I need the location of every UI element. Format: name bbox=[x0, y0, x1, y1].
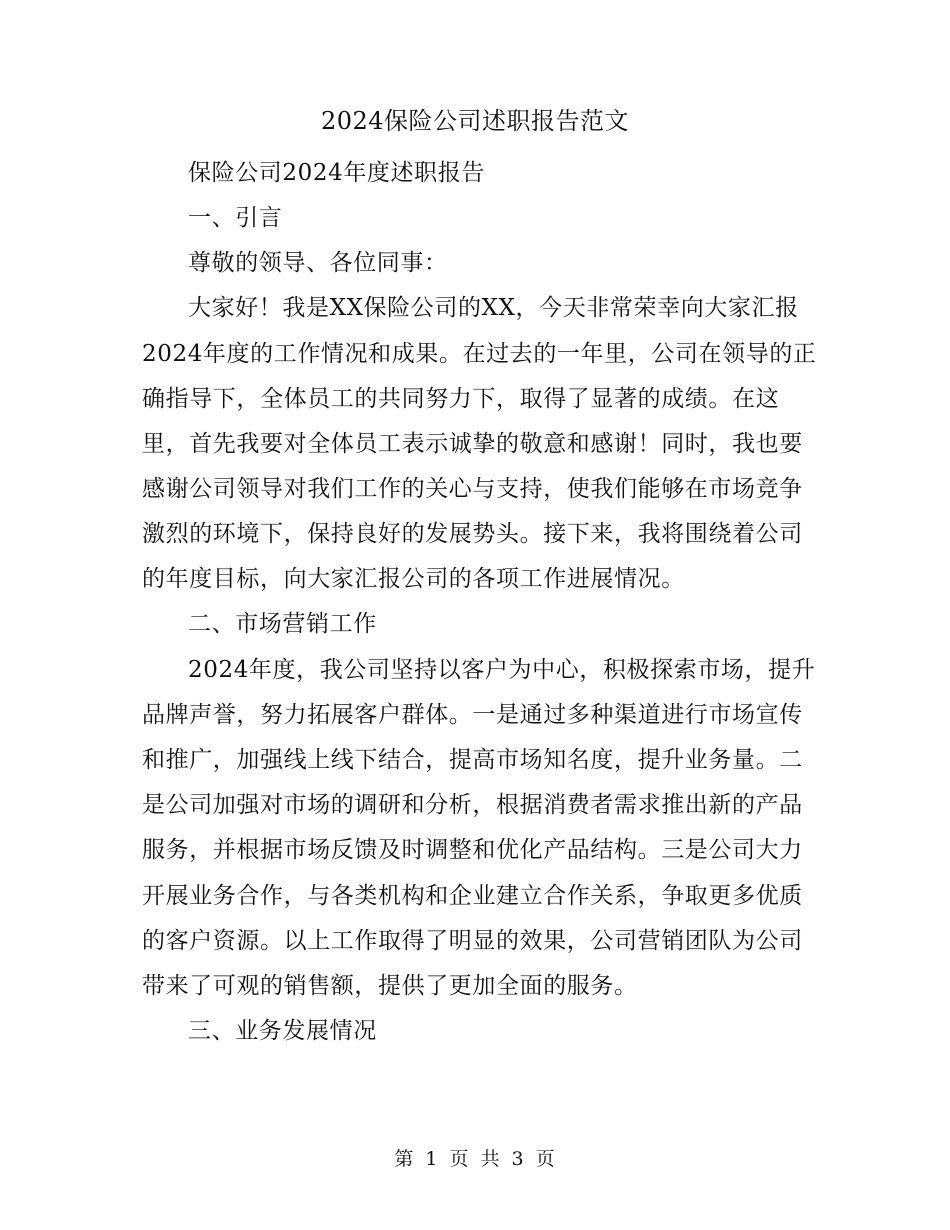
paragraph-line: 是公司加强对市场的调研和分析，根据消费者需求推出新的产品 bbox=[142, 792, 803, 818]
paragraph-line: 2024年度，我公司坚持以客户为中心，积极探索市场，提升 bbox=[188, 657, 816, 683]
paragraph-line: 品牌声誉，努力拓展客户群体。一是通过多种渠道进行市场宣传 bbox=[142, 702, 803, 728]
page-number: 第 1 页 共 3 页 bbox=[394, 1148, 556, 1170]
paragraph-line: 里，首先我要对全体员工表示诚挚的敬意和感谢！同时，我也要 bbox=[142, 431, 803, 457]
paragraph-line: 感谢公司领导对我们工作的关心与支持，使我们能够在市场竞争 bbox=[142, 476, 803, 502]
section-heading-marketing: 二、市场营销工作 bbox=[188, 611, 377, 637]
paragraph-line: 服务，并根据市场反馈及时调整和优化产品结构。三是公司大力 bbox=[142, 837, 803, 863]
paragraph-line: 的年度目标，向大家汇报公司的各项工作进展情况。 bbox=[142, 566, 685, 592]
document-subtitle: 保险公司2024年度述职报告 bbox=[188, 160, 485, 186]
paragraph-line: 和推广，加强线上线下结合，提高市场知名度，提升业务量。二 bbox=[142, 747, 803, 773]
paragraph-line: 开展业务合作，与各类机构和企业建立合作关系，争取更多优质 bbox=[142, 883, 803, 909]
section-heading-introduction: 一、引言 bbox=[188, 205, 283, 231]
section-heading-business: 三、业务发展情况 bbox=[188, 1018, 377, 1044]
greeting-line: 尊敬的领导、各位同事： bbox=[188, 250, 448, 276]
paragraph-line: 大家好！我是XX保险公司的XX，今天非常荣幸向大家汇报 bbox=[188, 295, 799, 321]
paragraph-line: 确指导下，全体员工的共同努力下，取得了显著的成绩。在这 bbox=[142, 386, 780, 412]
document-title: 2024保险公司述职报告范文 bbox=[320, 107, 630, 135]
paragraph-line: 的客户资源。以上工作取得了明显的效果，公司营销团队为公司 bbox=[142, 928, 803, 954]
paragraph-line: 激烈的环境下，保持良好的发展势头。接下来，我将围绕着公司 bbox=[142, 521, 803, 547]
paragraph-line: 带来了可观的销售额，提供了更加全面的服务。 bbox=[142, 973, 638, 999]
paragraph-line: 2024年度的工作情况和成果。在过去的一年里，公司在领导的正 bbox=[142, 341, 817, 367]
